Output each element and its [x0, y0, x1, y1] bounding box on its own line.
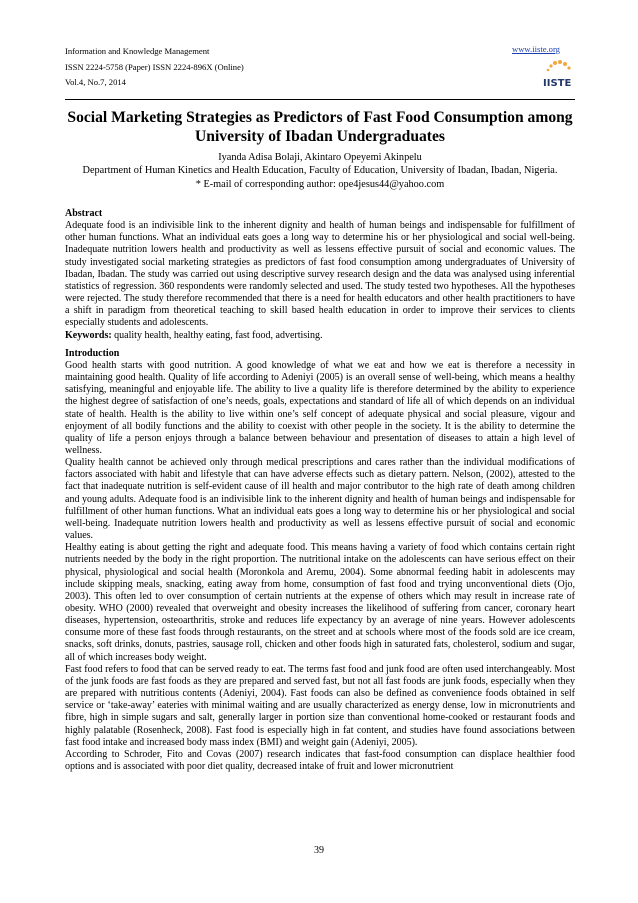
introduction-heading: Introduction	[65, 347, 120, 359]
author-affiliation: Department of Human Kinetics and Health Education, Faculty of Education, University of Ibadan, Ibadan, Nigeria.	[82, 165, 558, 177]
keywords-line	[65, 330, 575, 342]
author-email: * E-mail of corresponding author: ope4jesus44@yahoo.com	[195, 178, 445, 190]
author-names: Iyanda Adisa Bolaji, Akintaro Opeyemi Akinpelu	[218, 152, 422, 163]
intro-paragraph: Quality health cannot be achieved only through medical prescriptions and cares rather than the individual modifications of factors associated with habit and lifestyle that can have adverse effects such as dietary pattern. Nelson, (2002), attested to the fact that inadequate nutrition is self-evident cause of ill health and major contributor to the high rate of death among children and young adults. Adequate food is an indivisible link to the inherent dignity and health of human beings and indispensable for fulfillment of other human functions. What an individual eats goes a long way to determine his or her physiological and social well-being. Inadequate nutrition lowers health and productivity as well as lessens effective pursuit of social and economic values.	[65, 457, 575, 542]
paper-title: Social Marketing Strategies as Predictors of Fast Food Consumption among University of Ibadan Undergraduates	[67, 109, 573, 145]
iiste-logo	[539, 59, 575, 91]
intro-paragraph: According to Schroder, Fito and Covas (2007) research indicates that fast-food consumption can displace healthier food options and is associated with poor diet quality, decreased intake of fruit and lower micronutrient	[65, 748, 575, 773]
abstract-text: Adequate food is an indivisible link to the inherent dignity and health of human beings and indispensable for fulfillment of other human functions. What an individual eats goes a long way to determine his or her physiological and social well-being. Inadequate nutrition lowers health and productivity as well as lessens effective pursuit of social and economic values. The study investigated social marketing strategies as predictors of fast food consumption among undergraduates of University of Ibadan, Ibadan. The study was carried out using descriptive survey research design and the data was analysed using inferential statistics of regression. 360 respondents were randomly selected and used. The study tested two hypotheses. All the hypotheses were rejected. The study therefore recommended that there is a need for health educators and other health practitioners to have a shift in paradigm from theoretical teaching to skill based health education in order to improve their services to clients especially students and adolescents.	[65, 220, 575, 329]
paper-body	[65, 208, 575, 773]
keywords-list: quality health, healthy eating, fast food, advertising.	[111, 329, 323, 341]
journal-volume: Vol.4, No.7, 2014	[65, 77, 126, 87]
intro-paragraph: Good health starts with good nutrition. A good knowledge of what we eat and how we eat is therefore a necessity in maintaining good health. Quality of life according to Adeniyi (2005) is an overall sense of well-being, which means a healthy satisfying, meaningful and enjoyable life. The ability to live a quality life is therefore determined by the ability to experience the highest degree of satisfaction of one’s needs, goals, expectations and standard of life all of which depends on an individual state of health. Health is the ability to live within one’s self concept of adequate physical and social pleasure, vigour and enjoyment of all bodily functions and the ability to coexist with other people in the society. It is the ability to determine the quality of life a person enjoys through a balance between behaviour and presentation of diseases to attain a high level of wellness.	[65, 359, 575, 456]
journal-issn: ISSN 2224-5758 (Paper) ISSN 2224-896X (Online)	[65, 61, 244, 72]
keywords-label: Keywords:	[65, 329, 112, 341]
journal-name: Information and Knowledge Management	[65, 46, 210, 56]
intro-paragraph: Healthy eating is about getting the right and adequate food. This means having a variety of food which contains certain right nutrients needed by the body in the right proportion. The nutritional intake on the adolescents can have serious effect on their physical, physiological and social health (Moronkola and Aremu, 2004). Some abnormal feeding habit in adolescents may include skipping meals, snacking, eating away from home, consumption of fast food and trying unconventional diets (Ojo, 2003). This often led to over consumption of certain nutrients at the expense of others which may result in increase rate of obesity. WHO (2000) revealed that overweight and obesity increases the likelihood of suffering from cancer, coronary heart diseases, hypertension, osteoarthritis, stroke and reduces life expectancy by an average of nine years. However adolescents consume more of these fast foods through restaurants, on the street and at schools where most of the foods sold are ice cream, snacks, soft drinks, donuts, pastries, sausage roll, chicken and other foods high in saturated fats, cholesterol, sodium and sugar, all of which increases body weight.	[65, 542, 575, 663]
header-divider	[65, 99, 575, 100]
author-block	[65, 151, 575, 191]
abstract-heading: Abstract	[65, 208, 103, 219]
intro-paragraph: Fast food refers to food that can be served ready to eat. The terms fast food and junk food are often used interchangeably. Most of the junk foods are fast foods as they are prepared and served fast, but not all fast foods are junk foods, especially when they are prepared with nutritious contents (Adeniyi, 2004). Fast foods can also be defined as convenience foods obtained in self service or ‘take-away’ eateries with minimal waiting and are usually characterized as energy dense, low in micronutrients and fibre, high in simple sugars and salt, generally larger in portion size than conventional home-cooked or restaurant foods and highly palatable (Rosenheck, 2008). Fast food is especially high in fat content, and studies have found associations between fast food intake and increased body mass index (BMI) and weight gain (Adeniyi, 2005).	[65, 663, 575, 748]
page-number: 39	[314, 845, 324, 856]
journal-url-link[interactable]: www.iiste.org	[512, 44, 560, 54]
logo-text: IISTE	[543, 78, 572, 89]
journal-header	[65, 44, 575, 91]
